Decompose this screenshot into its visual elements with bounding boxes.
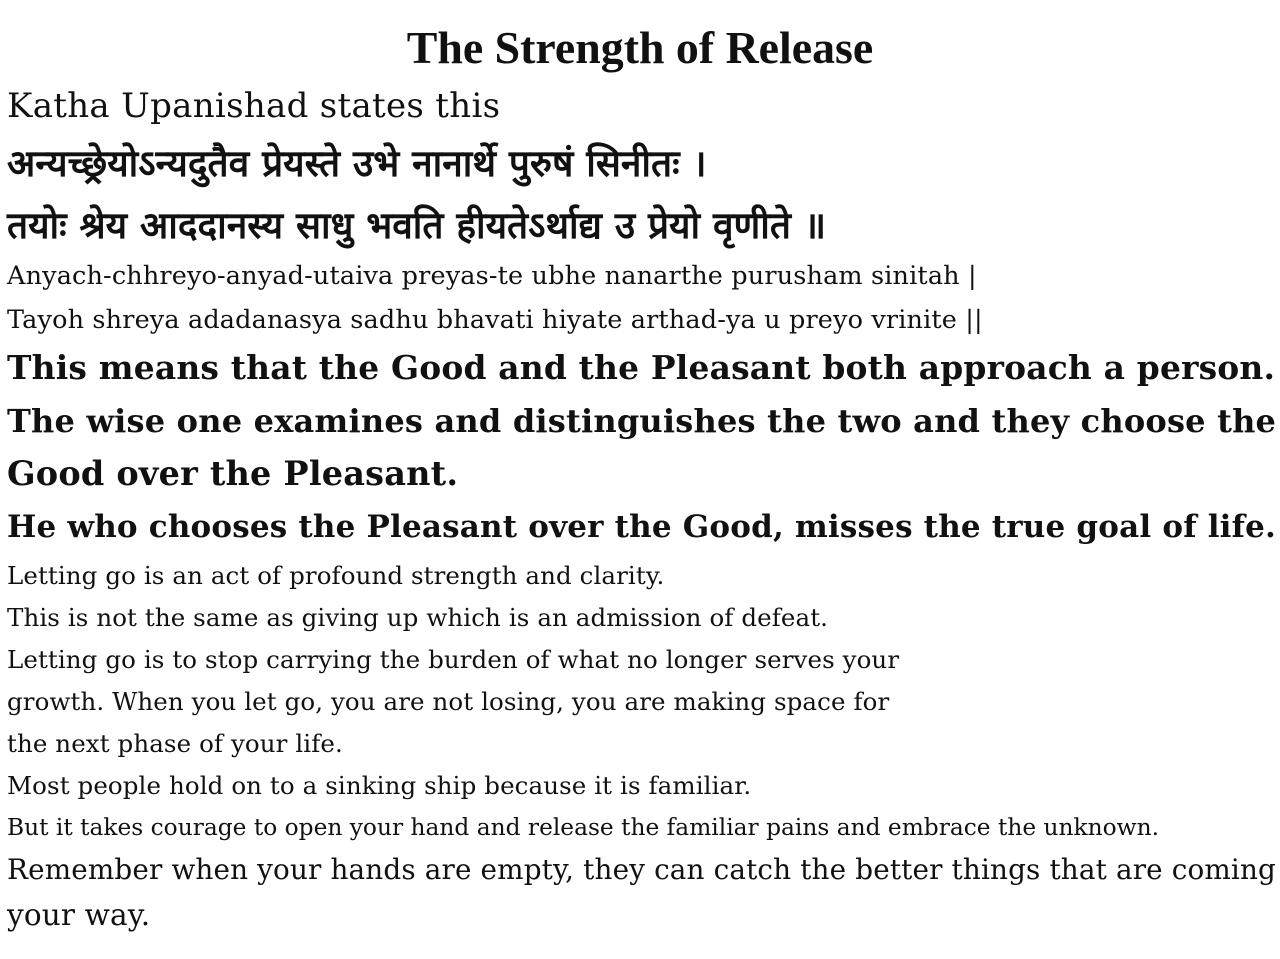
paragraph-line-4: growth. When you let go, you are not losing, you are making space for [7,687,890,716]
sanskrit-verse-line-2: तयोः श्रेय आददानस्य साधु भवति हीयतेऽर्थाद्य उ प्रेयो वृणीते ॥ [7,204,827,247]
closing-line-2: your way. [7,898,151,932]
intro-line: Katha Upanishad states this [7,86,501,126]
meaning-line-3: Good over the Pleasant. [7,454,459,493]
meaning-line-2: The wise one examines and distinguishes the two and they choose the [7,402,1277,440]
document-title: The Strength of Release [406,22,874,73]
paragraph-line-7: But it takes courage to open your hand and release the familiar pains and embrace the unknown. [7,814,1160,841]
paragraph-line-6: Most people hold on to a sinking ship because it is familiar. [7,771,752,800]
paragraph-line-2: This is not the same as giving up which is an admission of defeat. [7,603,829,632]
closing-line-1: Remember when your hands are empty, they can catch the better things that are coming [7,853,1277,886]
meaning-line-1: This means that the Good and the Pleasant both approach a person. [7,348,1276,387]
paragraph-line-5: the next phase of your life. [7,729,343,758]
sanskrit-verse-line-1: अन्यच्छ्रेयोऽन्यदुतैव प्रेयस्ते उभे नानार्थे पुरुषं सिनीतः । [7,142,707,185]
transliteration-line-1: Anyach-chhreyo-anyad-utaiva preyas-te ubhe nanarthe purusham sinitah | [7,261,977,291]
paragraph-line-1: Letting go is an act of profound strength and clarity. [7,561,665,590]
meaning-line-4: He who chooses the Pleasant over the Good, misses the true goal of life. [7,509,1277,545]
paragraph-line-3: Letting go is to stop carrying the burden of what no longer serves your [7,645,900,674]
transliteration-line-2: Tayoh shreya adadanasya sadhu bhavati hiyate arthad-ya u preyo vrinite || [7,305,983,335]
